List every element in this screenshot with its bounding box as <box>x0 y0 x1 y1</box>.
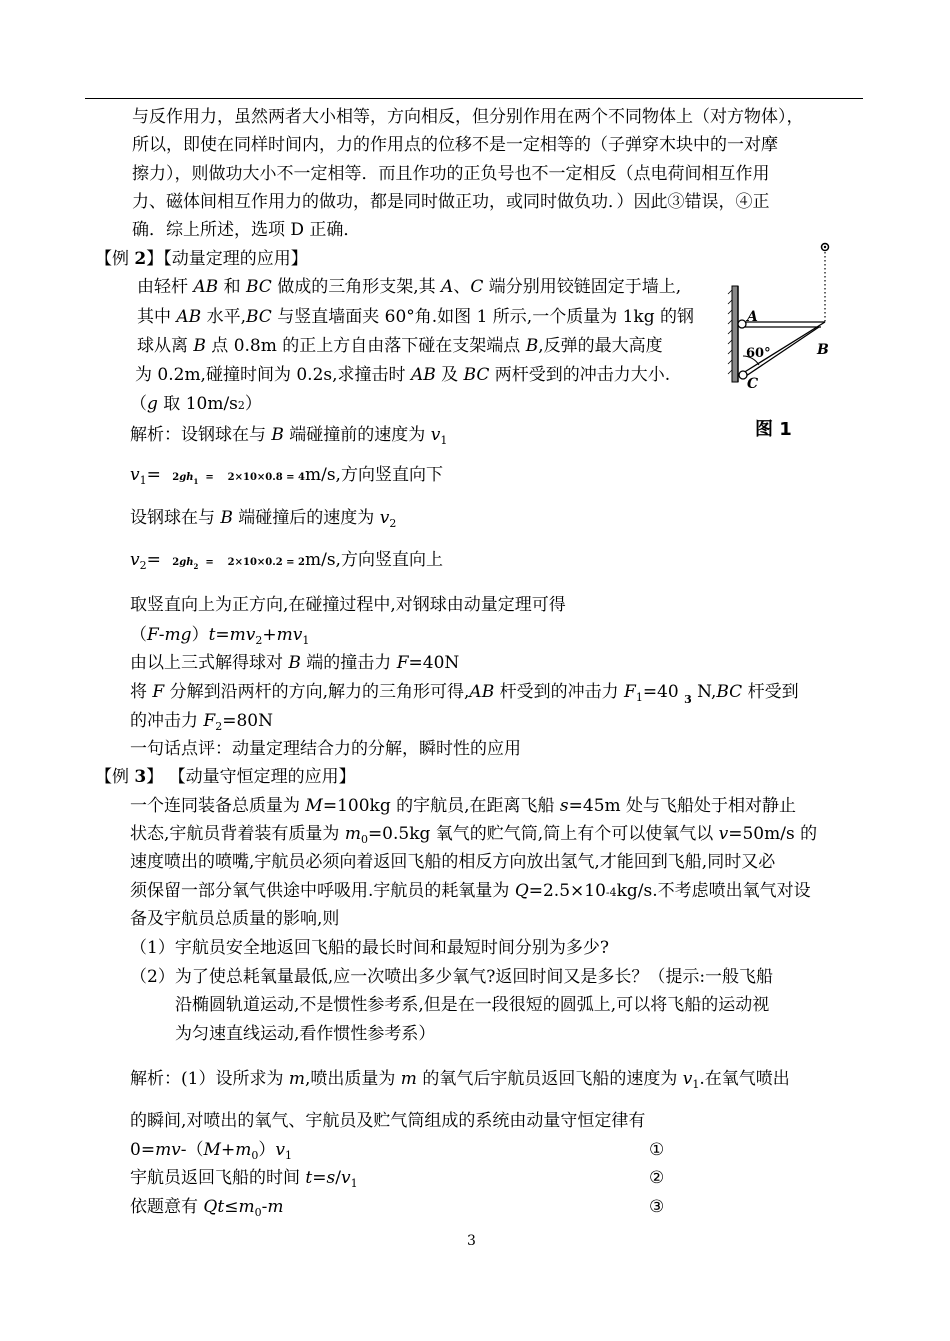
example3-problem-line: 备及宇航员总质量的影响,则 <box>130 909 340 929</box>
equation-1-number: ① <box>649 1140 665 1160</box>
example3-heading: 【例 3】 【动量守恒定理的应用】 <box>95 767 356 787</box>
example3-analysis-line: 的瞬间,对喷出的氧气、宇航员及贮气筒组成的系统由动量守恒定律有 <box>130 1111 646 1131</box>
equation-2-number: ② <box>649 1168 665 1188</box>
support-frame-figure <box>725 238 837 398</box>
example2-problem-line: 为 0.2m,碰撞时间为 0.2s,求撞击时 AB 及 BC 两杆受到的冲击力大小. <box>135 365 671 385</box>
example2-problem-line: （g 取 10m/s2） <box>130 394 262 414</box>
paragraph-line: 力、磁体间相互作用力的做功，都是同时做正功，或同时做负功．）因此③错误，④正 <box>132 192 770 212</box>
example3-problem-line: 一个连同装备总质量为 M=100kg 的宇航员,在距离飞船 s=45m 处与飞船处于相对静止 <box>130 796 797 816</box>
v2-equation: $v_2= 2gh_2$ = 2×10×0.2 = 2m/s,方向竖直向上 <box>130 550 443 572</box>
example3-problem-line: 速度喷出的喷嘴,宇航员必须向着返回飞船的相反方向放出氢气,才能回到飞船,同时又必 <box>130 852 776 872</box>
example2-analysis-line: 设钢球在与 B 端碰撞后的速度为 $v_2$ <box>130 508 397 530</box>
paragraph-line: 所以，即使在同样时间内，力的作用点的位移不是一定相等的（子弹穿木块中的一对摩 <box>132 135 778 155</box>
example2-result-line: 的冲击力 $F_2=80N$ <box>130 711 273 733</box>
example3-problem-line: 状态,宇航员背着装有质量为 $m_0=0.5kg$ 氧气的贮气筒,筒上有个可以使氧气以 v=50m/s 的 <box>130 824 818 846</box>
example2-problem-line: 其中 AB 水平,BC 与竖直墙面夹 60°角.如图 1 所示,一个质量为 1kg 的钢 <box>137 307 695 327</box>
example2-result-line: 由以上三式解得球对 B 端的撞击力 F=40N <box>130 653 460 673</box>
page-number: 3 <box>467 1233 476 1249</box>
example3-problem-line: 须保留一部分氧气供途中呼吸用.宇航员的耗氧量为 Q=2.5×10-4kg/s.不考虑喷出氧气对设 <box>130 881 811 901</box>
example2-analysis-line: 取竖直向上为正方向,在碰撞过程中,对钢球由动量定理可得 <box>130 595 566 615</box>
example3-analysis-line: 解析：(1）设所求为 m,喷出质量为 m 的氧气后宇航员返回飞船的速度为 $v_1$.在氧气喷出 <box>130 1069 790 1091</box>
figure-label-C: C <box>747 376 759 392</box>
equation-3: 依题意有 $Qt\le m_0-m$ <box>130 1197 284 1219</box>
question-2: （2）为了使总耗氧量最低,应一次喷出多少氧气?返回时间又是多长？（提示:一般飞船 <box>130 967 774 987</box>
v1-equation: $v_1= 2gh_1$ = 2×10×0.8 = 4m/s,方向竖直向下 <box>130 465 443 487</box>
figure-label-B: B <box>817 342 829 358</box>
question-2: 为匀速直线运动,看作惯性参考系） <box>175 1024 436 1044</box>
example2-heading: 【例 2】【动量定理的应用】 <box>95 249 308 269</box>
example2-problem-line: 由轻杆 AB 和 BC 做成的三角形支架,其 A、C 端分别用铰链固定于墙上, <box>137 277 682 297</box>
paragraph-line: 确．综上所述，选项 D 正确． <box>132 220 361 240</box>
example2-comment: 一句话点评：动量定理结合力的分解，瞬时性的应用 <box>130 739 521 759</box>
figure-angle-label: 60° <box>746 346 771 361</box>
example2-problem-line: 球从离 B 点 0.8m 的正上方自由落下碰在支架端点 B,反弹的最大高度 <box>137 336 663 356</box>
momentum-equation: $(F-mg)t=mv_2+mv_1$ <box>130 625 310 647</box>
paragraph-line: 与反作用力，虽然两者大小相等，方向相反，但分别作用在两个不同物体上（对方物体）， <box>132 107 804 127</box>
paragraph-line: 擦力），则做功大小不一定相等．而且作功的正负号也不一定相反（点电荷间相互作用 <box>132 164 770 184</box>
example2-result-line: 将 F 分解到沿两杆的方向,解力的三角形可得,AB 杆受到的冲击力 $F_1=40$ $_3$ N,BC 杆受到 <box>130 682 799 706</box>
question-2: 沿椭圆轨道运动,不是惯性参考系,但是在一段很短的圆弧上,可以将飞船的运动视 <box>175 995 770 1015</box>
example2-analysis-line: 解析：设钢球在与 B 端碰撞前的速度为 $v_1$ <box>130 425 448 447</box>
header-rule <box>85 98 863 99</box>
figure-caption: 图 1 <box>755 419 792 440</box>
equation-1: $0=mv-(M+m_0)v_1$ <box>130 1140 292 1162</box>
figure-label-A: A <box>747 309 758 325</box>
question-1: （1）宇航员安全地返回飞船的最长时间和最短时间分别为多少? <box>130 938 609 958</box>
equation-3-number: ③ <box>649 1197 665 1217</box>
equation-2: 宇航员返回飞船的时间 $t=s/v_1$ <box>130 1168 358 1190</box>
